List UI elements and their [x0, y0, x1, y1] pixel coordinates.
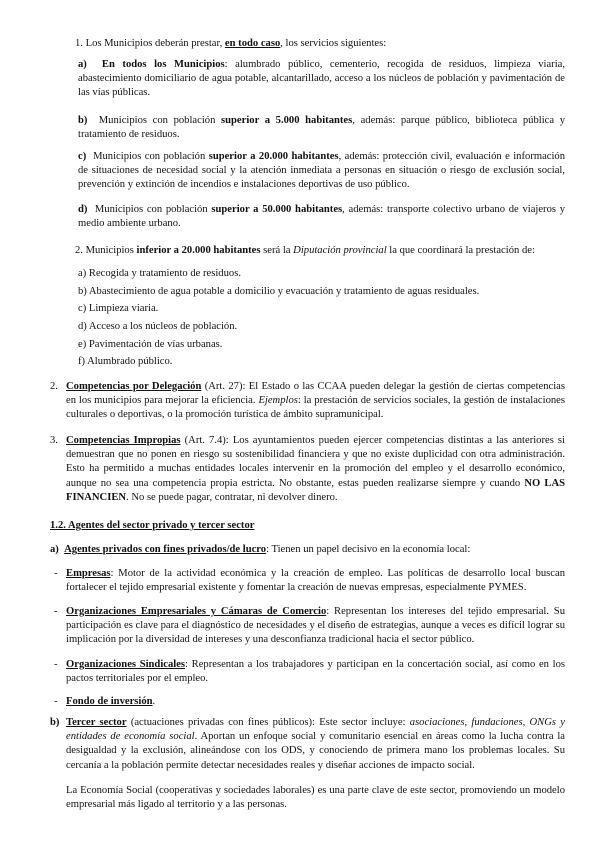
agents-b-para2: La Economía Social (cooperativas y sociedades laborales) es una parte clave de este sector, promoviendo un modelo empresarial más ligado al territorio y a las personas.	[66, 785, 565, 811]
bullet-empresas: Empresas: Motor de la actividad económica y la creación de empleo. Las políticas de desarrollo local buscan fortalecer el tejido empresarial existente y fomentar la creación de nuevas empresas, especialmente PYMES.	[66, 568, 565, 594]
bullet-dash: -	[54, 568, 58, 579]
s2-item: c) Limpieza viaria.	[78, 303, 159, 314]
s2-item: f) Alumbrado público.	[78, 356, 173, 367]
s2-intro: 2. Municipios inferior a 20.000 habitantes será la Diputación provincial la que coordinará la prestación de:	[75, 245, 535, 256]
c2-number: 2.	[50, 381, 58, 392]
s1-intro: 1. Los Municipios deberán prestar, en todo caso, los servicios siguientes:	[75, 38, 387, 49]
s2-item: e) Pavimentación de vías urbanas.	[78, 339, 223, 350]
agents-b-label: b)	[50, 717, 60, 728]
s1-item-a: a) En todos los Municipios: alumbrado público, cementerio, recogida de residuos, limpieza viaria, abastecimiento domiciliario de agua potable, alcantarillado, acceso a los núcleos de población y pavimentación de las vías públicas.	[78, 59, 566, 99]
bullet-organizaciones-empresariales: Organizaciones Empresariales y Cámaras de Comercio: Representan los intereses del tejido empresarial. Su participación es clave para el diagnóstico de necesidades y el diseño de estrategias, aunque a veces es difícil lograr su implicación por la diversidad de intereses y una desconfianza tradicional hacia el sector público.	[66, 606, 565, 646]
bullet-fondo-inversion: Fondo de inversión.	[66, 696, 156, 707]
c3-number: 3.	[50, 435, 58, 446]
s1-item-b: b) Municipios con población superior a 5.000 habitantes, además: parque público, biblioteca pública y tratamiento de residuos.	[78, 115, 566, 141]
s1-emphasis: en todo caso	[224, 38, 281, 49]
s2-item: b) Abastecimiento de agua potable a domicilio y evacuación y tratamiento de aguas residuales.	[78, 286, 480, 297]
bullet-dash: -	[54, 606, 58, 617]
s1-item-d: d) Municipios con población superior a 50.000 habitantes, además: transporte colectivo urbano de viajeros y medio ambiente urbano.	[78, 204, 566, 230]
c3-paragraph: Competencias Impropias (Art. 7.4): Los ayuntamientos pueden ejercer competencias distintas a las anteriores si demuestran que no ponen en riesgo su sostenibilidad financiera y que no existe duplicidad con otra administración. Esto ha permitido a muchas entidades locales intervenir en la promoción del empleo y el desarrollo económico, aunque no sea una competencia propia estricta. No obstante, estas pueden realizarse siempre y cuando NO LAS FINANCIEN. No se puede pagar, contratar, ni devolver dinero.	[66, 435, 565, 503]
bullet-sindicales: Organizaciones Sindicales: Representan a los trabajadores y participan en la concertación social, así como en los pactos territoriales por el empleo.	[66, 659, 565, 685]
s1-item-c: c) Municipios con población superior a 20.000 habitantes, además: protección civil, evaluación e información de situaciones de necesidad social y la atención inmediata a personas en situación o riesgo de exclusión social, prevención y extinción de incendios e instalaciones deportivas de uso público.	[78, 151, 566, 191]
s2-item: a) Recogida y tratamiento de residuos.	[78, 268, 241, 279]
section-heading: 1.2. Agentes del sector privado y tercer sector	[50, 520, 255, 531]
bullet-dash: -	[54, 696, 58, 707]
agents-b: Tercer sector (actuaciones privadas con fines públicos): Este sector incluye: asociaciones, fundaciones, ONGs y entidades de economía social. Aportan un enfoque social y comunitario esencial en áreas como la lucha contra la desigualdad y la exclusión, alineándose con los ODS, y conociendo de primera mano los problemas locales. Su cercanía a la población permite detectar necesidades reales y diseñar acciones de impacto social.	[66, 717, 565, 771]
c2-paragraph: Competencias por Delegación (Art. 27): El Estado o las CCAA pueden delegar la gestión de ciertas competencias en los municipios para mejorar la eficiencia. Ejemplos: la prestación de servicios sociales, la gestión de instalaciones culturales o deportivas, o la promoción turística de ámbito supramunicipal.	[66, 381, 565, 421]
agents-a: a) Agentes privados con fines privados/de lucro: Tienen un papel decisivo en la economía local:	[50, 544, 471, 555]
s2-item: d) Acceso a los núcleos de población.	[78, 321, 238, 332]
bullet-dash: -	[54, 659, 58, 670]
